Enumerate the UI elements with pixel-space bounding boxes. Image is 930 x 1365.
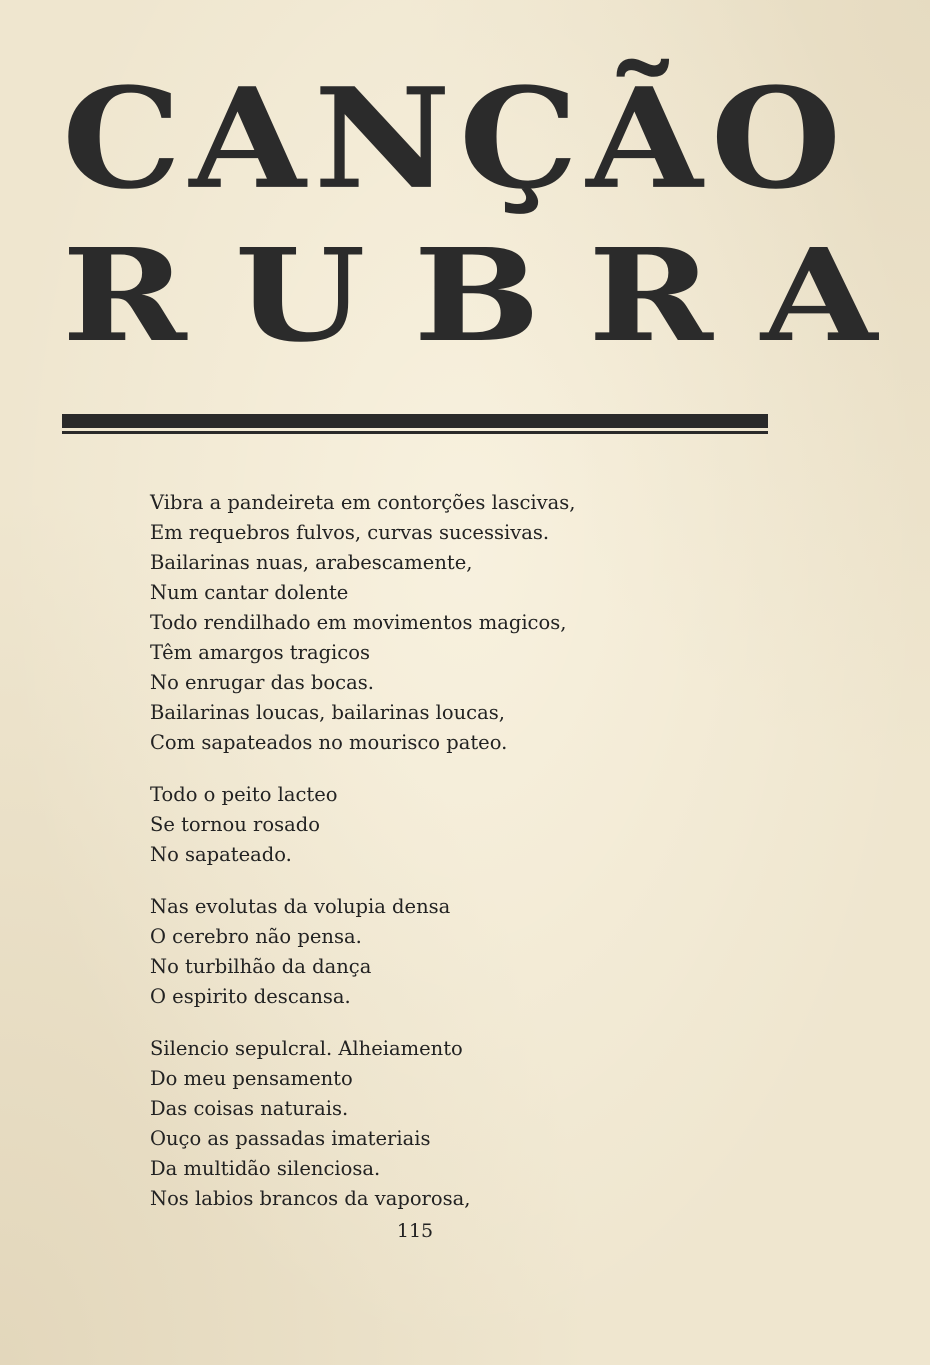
poem-line: Todo rendilhado em movimentos magicos, xyxy=(150,611,567,634)
title-rule-thin xyxy=(62,431,768,434)
poem-line: Num cantar dolente xyxy=(150,581,349,604)
stanza-3 xyxy=(150,892,870,1012)
poem-line: Das coisas naturais. xyxy=(150,1097,349,1120)
page-number: 115 xyxy=(396,1220,434,1242)
title-rule-thick xyxy=(62,414,768,428)
poem-line: Ouço as passadas imateriais xyxy=(150,1127,431,1150)
poem-line: Com sapateados no mourisco pateo. xyxy=(150,731,508,754)
poem-line: Do meu pensamento xyxy=(150,1067,353,1090)
poem-line: Têm amargos tragicos xyxy=(150,641,370,664)
poem-line: Silencio sepulcral. Alheiamento xyxy=(150,1037,463,1060)
poem-body xyxy=(150,488,870,1236)
poem-line: Se tornou rosado xyxy=(150,813,320,836)
poem-line: Em requebros fulvos, curvas sucessivas. xyxy=(150,521,550,544)
poem-line: Bailarinas loucas, bailarinas loucas, xyxy=(150,701,505,724)
poem-line: O cerebro não pensa. xyxy=(150,925,362,948)
poem-line: Vibra a pandeireta em contorções lascivas, xyxy=(150,491,576,514)
poem-line: No enrugar das bocas. xyxy=(150,671,374,694)
stanza-4 xyxy=(150,1034,870,1214)
poem-line: No turbilhão da dança xyxy=(150,955,372,978)
stanza-2 xyxy=(150,780,870,870)
poem-line: Da multidão silenciosa. xyxy=(150,1157,381,1180)
title-line-2 xyxy=(62,220,926,371)
poem-line: Todo o peito lacteo xyxy=(150,783,338,806)
poem-line: Nos labios brancos da vaporosa, xyxy=(150,1187,471,1210)
poem-line: Nas evolutas da volupia densa xyxy=(150,895,451,918)
title-word-cancao: CANÇÃO xyxy=(62,58,850,220)
poem-line: No sapateado. xyxy=(150,843,292,866)
title-word-rubra: RUBRA xyxy=(62,220,926,371)
poem-line: Bailarinas nuas, arabescamente, xyxy=(150,551,473,574)
title-line-1 xyxy=(62,58,850,220)
poem-line: O espirito descansa. xyxy=(150,985,351,1008)
stanza-1 xyxy=(150,488,870,758)
